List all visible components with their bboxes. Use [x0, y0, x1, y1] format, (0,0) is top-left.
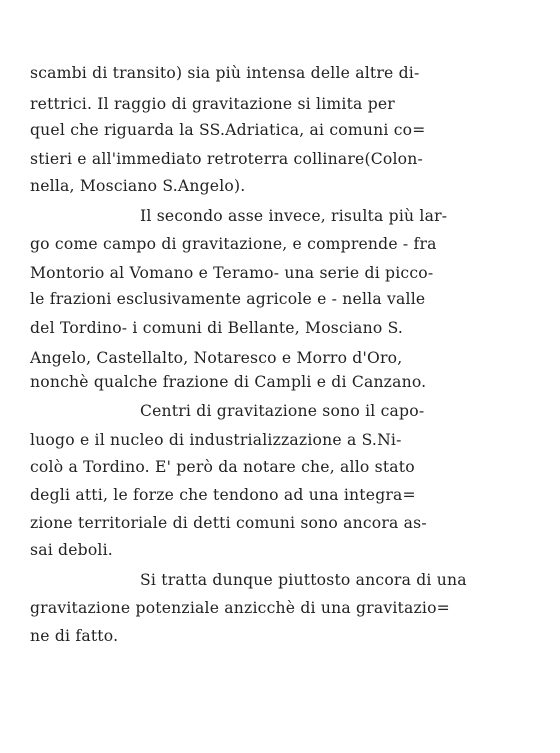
text-line: rettrici. Il raggio di gravitazione si limita per — [30, 95, 395, 113]
text-line: colò a Tordino. E' però da notare che, allo stato — [30, 458, 415, 476]
text-line: sai deboli. — [30, 541, 113, 559]
paragraph-start-line: Il secondo asse invece, risulta più lar- — [140, 207, 448, 225]
text-line: ne di fatto. — [30, 627, 119, 645]
text-line: nella, Mosciano S.Angelo). — [30, 177, 246, 195]
text-line: zione territoriale di detti comuni sono ancora as- — [30, 514, 427, 532]
text-line: scambi di transito) sia più intensa delle altre di- — [30, 64, 420, 82]
text-line: Angelo, Castellalto, Notaresco e Morro d'Oro, — [30, 349, 403, 367]
text-line: stieri e all'immediato retroterra collinare(Colon- — [30, 150, 423, 168]
text-line: go come campo di gravitazione, e comprende - fra — [30, 235, 437, 253]
text-line: le frazioni esclusivamente agricole e - nella valle — [30, 290, 426, 308]
paragraph-start-line: Si tratta dunque piuttosto ancora di una — [140, 571, 467, 589]
text-line: degli atti, le forze che tendono ad una integra= — [30, 486, 416, 504]
paragraph-start-line: Centri di gravitazione sono il capo- — [140, 402, 425, 420]
text-line: del Tordino- i comuni di Bellante, Mosciano S. — [30, 319, 404, 337]
text-line: quel che riguarda la SS.Adriatica, ai comuni co= — [30, 121, 426, 139]
text-line: luogo e il nucleo di industrializzazione a S.Ni- — [30, 431, 402, 449]
text-line: gravitazione potenziale anzicchè di una gravitazio= — [30, 599, 450, 617]
text-line: nonchè qualche frazione di Campli e di Canzano. — [30, 373, 427, 391]
text-line: Montorio al Vomano e Teramo- una serie di picco- — [30, 264, 434, 282]
